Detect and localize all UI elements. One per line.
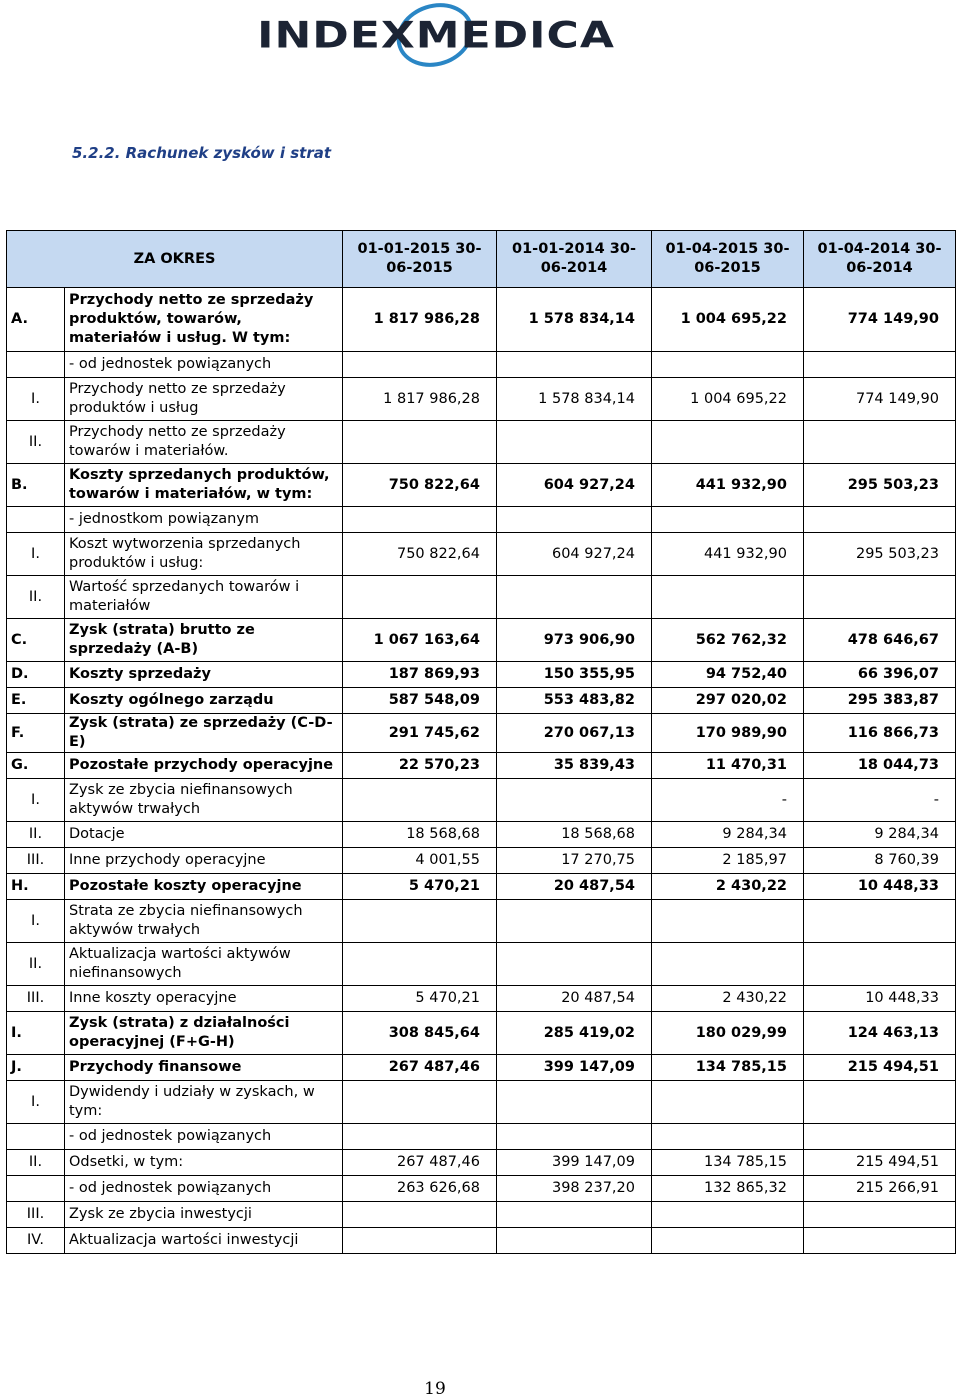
row-label: II. [7, 1150, 65, 1176]
row-value-period-1 [343, 1124, 497, 1150]
row-value-period-1: 5 470,21 [343, 986, 497, 1012]
row-value-period-1 [343, 352, 497, 378]
row-value-period-4 [804, 1228, 956, 1254]
row-description: Aktualizacja wartości aktywów niefinansowych [65, 943, 343, 986]
table-row [7, 848, 956, 874]
row-description: Koszt wytworzenia sprzedanych produktów i usług: [65, 533, 343, 576]
row-value-period-2: 17 270,75 [497, 848, 652, 874]
row-value-period-1: 1 817 986,28 [343, 288, 497, 352]
row-value-period-1: 1 067 163,64 [343, 619, 497, 662]
table-row [7, 986, 956, 1012]
header-period-1: 01-01-2015 30-06-2015 [343, 231, 497, 288]
row-label: I. [7, 1012, 65, 1055]
table-row [7, 1176, 956, 1202]
row-label: E. [7, 688, 65, 714]
row-description: - od jednostek powiązanych [65, 352, 343, 378]
row-label: III. [7, 848, 65, 874]
row-description: Koszty ogólnego zarządu [65, 688, 343, 714]
table-row [7, 1124, 956, 1150]
row-value-period-2 [497, 1228, 652, 1254]
row-value-period-3 [652, 352, 804, 378]
row-value-period-3: 562 762,32 [652, 619, 804, 662]
row-value-period-4: 9 284,34 [804, 822, 956, 848]
table-row [7, 714, 956, 753]
row-value-period-2: 604 927,24 [497, 533, 652, 576]
row-description: Przychody netto ze sprzedaży produktów, towarów, materiałów i usług. W tym: [65, 288, 343, 352]
header-period-3: 01-04-2015 30-06-2015 [652, 231, 804, 288]
row-value-period-3: 2 430,22 [652, 874, 804, 900]
row-label: A. [7, 288, 65, 352]
row-value-period-1: 5 470,21 [343, 874, 497, 900]
row-value-period-2 [497, 421, 652, 464]
row-description: Zysk (strata) ze sprzedaży (C-D-E) [65, 714, 343, 753]
row-value-period-3: 297 020,02 [652, 688, 804, 714]
row-value-period-1: 587 548,09 [343, 688, 497, 714]
row-value-period-4: 774 149,90 [804, 288, 956, 352]
row-value-period-2: 553 483,82 [497, 688, 652, 714]
row-label: I. [7, 779, 65, 822]
row-label: J. [7, 1055, 65, 1081]
row-value-period-1: 291 745,62 [343, 714, 497, 753]
page-number: 19 [424, 1379, 446, 1399]
row-value-period-4 [804, 943, 956, 986]
row-value-period-2: 604 927,24 [497, 464, 652, 507]
row-value-period-2: 285 419,02 [497, 1012, 652, 1055]
table-row [7, 1202, 956, 1228]
row-label: IV. [7, 1228, 65, 1254]
row-description: Zysk ze zbycia inwestycji [65, 1202, 343, 1228]
table-row [7, 1081, 956, 1124]
table-row [7, 576, 956, 619]
row-value-period-1: 750 822,64 [343, 533, 497, 576]
row-label: F. [7, 714, 65, 753]
table-row [7, 378, 956, 421]
row-value-period-4 [804, 352, 956, 378]
table-row [7, 533, 956, 576]
row-value-period-4: 774 149,90 [804, 378, 956, 421]
row-value-period-3: 11 470,31 [652, 753, 804, 779]
row-value-period-1: 1 817 986,28 [343, 378, 497, 421]
row-label: III. [7, 986, 65, 1012]
row-value-period-1: 187 869,93 [343, 662, 497, 688]
row-value-period-3 [652, 900, 804, 943]
row-label: III. [7, 1202, 65, 1228]
table-row [7, 507, 956, 533]
row-value-period-3: 2 185,97 [652, 848, 804, 874]
row-value-period-4 [804, 507, 956, 533]
table-row [7, 1150, 956, 1176]
table-row [7, 779, 956, 822]
row-value-period-4: 478 646,67 [804, 619, 956, 662]
row-description: Inne koszty operacyjne [65, 986, 343, 1012]
row-value-period-4: 10 448,33 [804, 986, 956, 1012]
row-value-period-2 [497, 352, 652, 378]
row-value-period-3 [652, 507, 804, 533]
row-description: Aktualizacja wartości inwestycji [65, 1228, 343, 1254]
row-value-period-3: 134 785,15 [652, 1150, 804, 1176]
row-value-period-2: 973 906,90 [497, 619, 652, 662]
row-label: I. [7, 378, 65, 421]
row-value-period-4: 66 396,07 [804, 662, 956, 688]
row-value-period-3 [652, 1124, 804, 1150]
row-value-period-2: 270 067,13 [497, 714, 652, 753]
row-value-period-1: 308 845,64 [343, 1012, 497, 1055]
row-value-period-4: 8 760,39 [804, 848, 956, 874]
row-value-period-4: 10 448,33 [804, 874, 956, 900]
row-value-period-3: 170 989,90 [652, 714, 804, 753]
row-value-period-2 [497, 1124, 652, 1150]
row-value-period-2: 398 237,20 [497, 1176, 652, 1202]
row-value-period-3: 134 785,15 [652, 1055, 804, 1081]
row-label: I. [7, 1081, 65, 1124]
row-value-period-3: 9 284,34 [652, 822, 804, 848]
row-value-period-2: 20 487,54 [497, 874, 652, 900]
row-description: Pozostałe koszty operacyjne [65, 874, 343, 900]
row-value-period-4: 116 866,73 [804, 714, 956, 753]
row-description: Inne przychody operacyjne [65, 848, 343, 874]
row-value-period-1 [343, 900, 497, 943]
row-value-period-4: 295 503,23 [804, 464, 956, 507]
row-value-period-1: 267 487,46 [343, 1055, 497, 1081]
row-description: - jednostkom powiązanym [65, 507, 343, 533]
row-value-period-1: 22 570,23 [343, 753, 497, 779]
row-value-period-3: 441 932,90 [652, 464, 804, 507]
row-value-period-2 [497, 507, 652, 533]
row-description: Pozostałe przychody operacyjne [65, 753, 343, 779]
row-value-period-2 [497, 576, 652, 619]
row-value-period-3: 2 430,22 [652, 986, 804, 1012]
row-value-period-3: 94 752,40 [652, 662, 804, 688]
row-label: G. [7, 753, 65, 779]
row-label: II. [7, 576, 65, 619]
row-value-period-1 [343, 1081, 497, 1124]
table-row [7, 822, 956, 848]
row-value-period-3 [652, 1228, 804, 1254]
row-label [7, 1124, 65, 1150]
row-value-period-1 [343, 779, 497, 822]
row-value-period-1: 750 822,64 [343, 464, 497, 507]
income-statement-table [6, 230, 956, 1254]
row-value-period-1 [343, 943, 497, 986]
row-value-period-4: 295 503,23 [804, 533, 956, 576]
header-period-2: 01-01-2014 30-06-2014 [497, 231, 652, 288]
table-row [7, 1055, 956, 1081]
row-value-period-4: 124 463,13 [804, 1012, 956, 1055]
row-label: H. [7, 874, 65, 900]
row-value-period-3 [652, 421, 804, 464]
row-label: II. [7, 822, 65, 848]
row-value-period-1 [343, 507, 497, 533]
row-description: Odsetki, w tym: [65, 1150, 343, 1176]
row-value-period-3: 132 865,32 [652, 1176, 804, 1202]
table-header-row [7, 231, 956, 288]
row-value-period-3: - [652, 779, 804, 822]
row-value-period-1: 267 487,46 [343, 1150, 497, 1176]
row-value-period-3 [652, 576, 804, 619]
row-value-period-2: 18 568,68 [497, 822, 652, 848]
table-row [7, 288, 956, 352]
row-value-period-2: 20 487,54 [497, 986, 652, 1012]
row-value-period-1: 263 626,68 [343, 1176, 497, 1202]
row-description: Koszty sprzedanych produktów, towarów i materiałów, w tym: [65, 464, 343, 507]
row-label: B. [7, 464, 65, 507]
row-value-period-4: - [804, 779, 956, 822]
row-label: II. [7, 421, 65, 464]
row-value-period-3 [652, 1202, 804, 1228]
row-value-period-4: 295 383,87 [804, 688, 956, 714]
row-value-period-4: 215 494,51 [804, 1150, 956, 1176]
row-value-period-3: 1 004 695,22 [652, 378, 804, 421]
row-value-period-2 [497, 779, 652, 822]
row-value-period-3: 441 932,90 [652, 533, 804, 576]
row-label [7, 352, 65, 378]
header-period-label: ZA OKRES [7, 231, 343, 288]
table-row [7, 943, 956, 986]
row-description: Dywidendy i udziały w zyskach, w tym: [65, 1081, 343, 1124]
table-row [7, 753, 956, 779]
table-row [7, 1012, 956, 1055]
row-value-period-2 [497, 900, 652, 943]
row-description: Przychody finansowe [65, 1055, 343, 1081]
table-row [7, 1228, 956, 1254]
row-description: - od jednostek powiązanych [65, 1124, 343, 1150]
logo-text: INDEXMEDICA [257, 14, 615, 56]
row-description: Zysk ze zbycia niefinansowych aktywów trwałych [65, 779, 343, 822]
table-row [7, 619, 956, 662]
row-description: Strata ze zbycia niefinansowych aktywów trwałych [65, 900, 343, 943]
row-value-period-2: 399 147,09 [497, 1150, 652, 1176]
row-description: Dotacje [65, 822, 343, 848]
table-row [7, 464, 956, 507]
row-label [7, 507, 65, 533]
row-description: - od jednostek powiązanych [65, 1176, 343, 1202]
row-label: I. [7, 900, 65, 943]
row-value-period-1 [343, 421, 497, 464]
row-value-period-4: 215 266,91 [804, 1176, 956, 1202]
table-row [7, 352, 956, 378]
row-value-period-4: 215 494,51 [804, 1055, 956, 1081]
table-row [7, 421, 956, 464]
row-label: D. [7, 662, 65, 688]
row-value-period-4: 18 044,73 [804, 753, 956, 779]
table-row [7, 874, 956, 900]
row-value-period-3: 1 004 695,22 [652, 288, 804, 352]
row-value-period-3 [652, 1081, 804, 1124]
row-value-period-1 [343, 1202, 497, 1228]
row-description: Przychody netto ze sprzedaży produktów i usług [65, 378, 343, 421]
row-value-period-3 [652, 943, 804, 986]
row-label: II. [7, 943, 65, 986]
row-value-period-4 [804, 1124, 956, 1150]
table-row [7, 662, 956, 688]
row-value-period-4 [804, 1202, 956, 1228]
section-title: 5.2.2. Rachunek zysków i strat [72, 144, 332, 162]
row-value-period-4 [804, 576, 956, 619]
row-value-period-2 [497, 943, 652, 986]
row-value-period-2: 1 578 834,14 [497, 288, 652, 352]
row-label: I. [7, 533, 65, 576]
row-value-period-4 [804, 421, 956, 464]
row-description: Przychody netto ze sprzedaży towarów i materiałów. [65, 421, 343, 464]
row-value-period-2: 150 355,95 [497, 662, 652, 688]
row-value-period-2 [497, 1081, 652, 1124]
row-value-period-1 [343, 576, 497, 619]
row-value-period-1 [343, 1228, 497, 1254]
row-value-period-1: 18 568,68 [343, 822, 497, 848]
row-description: Zysk (strata) z działalności operacyjnej (F+G-H) [65, 1012, 343, 1055]
company-logo [226, 4, 646, 66]
row-value-period-4 [804, 1081, 956, 1124]
header-period-4: 01-04-2014 30-06-2014 [804, 231, 956, 288]
row-value-period-2: 399 147,09 [497, 1055, 652, 1081]
row-value-period-2: 1 578 834,14 [497, 378, 652, 421]
row-value-period-3: 180 029,99 [652, 1012, 804, 1055]
table-row [7, 688, 956, 714]
table-row [7, 900, 956, 943]
row-description: Koszty sprzedaży [65, 662, 343, 688]
row-description: Wartość sprzedanych towarów i materiałów [65, 576, 343, 619]
row-description: Zysk (strata) brutto ze sprzedaży (A-B) [65, 619, 343, 662]
row-label [7, 1176, 65, 1202]
row-value-period-2 [497, 1202, 652, 1228]
row-label: C. [7, 619, 65, 662]
row-value-period-2: 35 839,43 [497, 753, 652, 779]
row-value-period-4 [804, 900, 956, 943]
row-value-period-1: 4 001,55 [343, 848, 497, 874]
